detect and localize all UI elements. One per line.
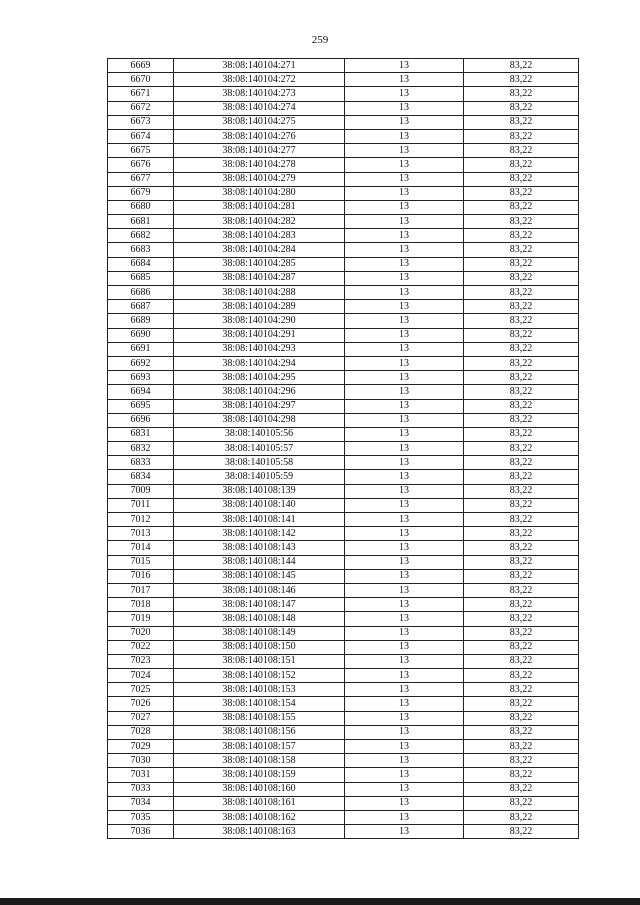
row-number-cell: 7016 <box>108 569 174 583</box>
table-row <box>108 300 579 314</box>
cadastral-number-cell: 38:08:140104:278 <box>174 158 345 172</box>
cadastral-number-cell: 38:08:140105:57 <box>174 442 345 456</box>
cadastral-number-cell: 38:08:140104:280 <box>174 186 345 200</box>
cadastral-number-cell: 38:08:140108:150 <box>174 640 345 654</box>
zone-code-cell: 13 <box>345 513 464 527</box>
area-value-cell: 83,22 <box>464 725 579 739</box>
row-number-cell: 6832 <box>108 442 174 456</box>
zone-code-cell: 13 <box>345 115 464 129</box>
table-row <box>108 215 579 229</box>
cadastral-number-cell: 38:08:140104:273 <box>174 87 345 101</box>
zone-code-cell: 13 <box>345 768 464 782</box>
zone-code-cell: 13 <box>345 782 464 796</box>
area-value-cell: 83,22 <box>464 754 579 768</box>
row-number-cell: 7017 <box>108 583 174 597</box>
table-row <box>108 541 579 555</box>
cadastral-number-cell: 38:08:140104:284 <box>174 243 345 257</box>
table-row <box>108 498 579 512</box>
zone-code-cell: 13 <box>345 158 464 172</box>
cadastral-number-cell: 38:08:140104:298 <box>174 413 345 427</box>
area-value-cell: 83,22 <box>464 768 579 782</box>
row-number-cell: 7020 <box>108 626 174 640</box>
zone-code-cell: 13 <box>345 257 464 271</box>
area-value-cell: 83,22 <box>464 513 579 527</box>
cadastral-number-cell: 38:08:140104:274 <box>174 101 345 115</box>
zone-code-cell: 13 <box>345 527 464 541</box>
row-number-cell: 7033 <box>108 782 174 796</box>
row-number-cell: 7023 <box>108 654 174 668</box>
cadastral-number-cell: 38:08:140108:151 <box>174 654 345 668</box>
row-number-cell: 6691 <box>108 342 174 356</box>
table-row <box>108 87 579 101</box>
cadastral-number-cell: 38:08:140104:275 <box>174 115 345 129</box>
row-number-cell: 7034 <box>108 796 174 810</box>
cadastral-number-cell: 38:08:140108:147 <box>174 598 345 612</box>
zone-code-cell: 13 <box>345 740 464 754</box>
zone-code-cell: 13 <box>345 87 464 101</box>
cadastral-number-cell: 38:08:140105:56 <box>174 427 345 441</box>
cadastral-number-cell: 38:08:140105:58 <box>174 456 345 470</box>
row-number-cell: 7024 <box>108 669 174 683</box>
area-value-cell: 83,22 <box>464 186 579 200</box>
cadastral-number-cell: 38:08:140104:297 <box>174 399 345 413</box>
area-value-cell: 83,22 <box>464 470 579 484</box>
area-value-cell: 83,22 <box>464 654 579 668</box>
table-row <box>108 257 579 271</box>
cadastral-number-cell: 38:08:140108:163 <box>174 825 345 839</box>
row-number-cell: 6676 <box>108 158 174 172</box>
cadastral-number-cell: 38:08:140104:282 <box>174 215 345 229</box>
cadastral-number-cell: 38:08:140104:277 <box>174 144 345 158</box>
zone-code-cell: 13 <box>345 626 464 640</box>
cadastral-number-cell: 38:08:140104:279 <box>174 172 345 186</box>
area-value-cell: 83,22 <box>464 115 579 129</box>
table-row <box>108 59 579 73</box>
zone-code-cell: 13 <box>345 101 464 115</box>
zone-code-cell: 13 <box>345 129 464 143</box>
table-row <box>108 115 579 129</box>
row-number-cell: 7022 <box>108 640 174 654</box>
table-row <box>108 754 579 768</box>
cadastral-number-cell: 38:08:140104:294 <box>174 356 345 370</box>
area-value-cell: 83,22 <box>464 158 579 172</box>
area-value-cell: 83,22 <box>464 669 579 683</box>
cadastral-number-cell: 38:08:140108:146 <box>174 583 345 597</box>
table-row <box>108 669 579 683</box>
row-number-cell: 7014 <box>108 541 174 555</box>
table-row <box>108 456 579 470</box>
table-row <box>108 654 579 668</box>
table-row <box>108 810 579 824</box>
area-value-cell: 83,22 <box>464 527 579 541</box>
table-row <box>108 612 579 626</box>
zone-code-cell: 13 <box>345 442 464 456</box>
table-row <box>108 711 579 725</box>
row-number-cell: 7026 <box>108 697 174 711</box>
table-body <box>108 59 579 839</box>
zone-code-cell: 13 <box>345 697 464 711</box>
zone-code-cell: 13 <box>345 456 464 470</box>
table-row <box>108 271 579 285</box>
cadastral-number-cell: 38:08:140108:161 <box>174 796 345 810</box>
table-row <box>108 399 579 413</box>
cadastral-number-cell: 38:08:140108:141 <box>174 513 345 527</box>
cadastral-number-cell: 38:08:140108:156 <box>174 725 345 739</box>
zone-code-cell: 13 <box>345 583 464 597</box>
cadastral-number-cell: 38:08:140108:159 <box>174 768 345 782</box>
table-row <box>108 342 579 356</box>
table-row <box>108 725 579 739</box>
area-value-cell: 83,22 <box>464 711 579 725</box>
area-value-cell: 83,22 <box>464 215 579 229</box>
table-row <box>108 513 579 527</box>
cadastral-number-cell: 38:08:140104:291 <box>174 328 345 342</box>
area-value-cell: 83,22 <box>464 555 579 569</box>
cadastral-number-cell: 38:08:140104:271 <box>174 59 345 73</box>
row-number-cell: 6682 <box>108 229 174 243</box>
row-number-cell: 6834 <box>108 470 174 484</box>
cadastral-number-cell: 38:08:140104:293 <box>174 342 345 356</box>
row-number-cell: 6831 <box>108 427 174 441</box>
area-value-cell: 83,22 <box>464 342 579 356</box>
zone-code-cell: 13 <box>345 73 464 87</box>
zone-code-cell: 13 <box>345 356 464 370</box>
cadastral-number-cell: 38:08:140104:288 <box>174 286 345 300</box>
zone-code-cell: 13 <box>345 654 464 668</box>
area-value-cell: 83,22 <box>464 129 579 143</box>
zone-code-cell: 13 <box>345 711 464 725</box>
table-row <box>108 640 579 654</box>
area-value-cell: 83,22 <box>464 371 579 385</box>
zone-code-cell: 13 <box>345 200 464 214</box>
cadastral-number-cell: 38:08:140108:145 <box>174 569 345 583</box>
zone-code-cell: 13 <box>345 825 464 839</box>
zone-code-cell: 13 <box>345 484 464 498</box>
zone-code-cell: 13 <box>345 498 464 512</box>
row-number-cell: 6672 <box>108 101 174 115</box>
zone-code-cell: 13 <box>345 427 464 441</box>
cadastral-number-cell: 38:08:140108:143 <box>174 541 345 555</box>
zone-code-cell: 13 <box>345 669 464 683</box>
area-value-cell: 83,22 <box>464 413 579 427</box>
table-row <box>108 172 579 186</box>
cadastral-number-cell: 38:08:140104:290 <box>174 314 345 328</box>
row-number-cell: 6675 <box>108 144 174 158</box>
area-value-cell: 83,22 <box>464 286 579 300</box>
area-value-cell: 83,22 <box>464 229 579 243</box>
cadastral-number-cell: 38:08:140105:59 <box>174 470 345 484</box>
area-value-cell: 83,22 <box>464 314 579 328</box>
row-number-cell: 7018 <box>108 598 174 612</box>
area-value-cell: 83,22 <box>464 300 579 314</box>
cadastral-number-cell: 38:08:140108:142 <box>174 527 345 541</box>
row-number-cell: 7031 <box>108 768 174 782</box>
table-row <box>108 683 579 697</box>
area-value-cell: 83,22 <box>464 385 579 399</box>
row-number-cell: 6673 <box>108 115 174 129</box>
row-number-cell: 7009 <box>108 484 174 498</box>
cadastral-number-cell: 38:08:140104:287 <box>174 271 345 285</box>
zone-code-cell: 13 <box>345 796 464 810</box>
page-number: 259 <box>311 34 329 46</box>
area-value-cell: 83,22 <box>464 683 579 697</box>
row-number-cell: 6687 <box>108 300 174 314</box>
table-row <box>108 598 579 612</box>
table-row <box>108 442 579 456</box>
cadastral-number-cell: 38:08:140108:153 <box>174 683 345 697</box>
row-number-cell: 6692 <box>108 356 174 370</box>
area-value-cell: 83,22 <box>464 697 579 711</box>
row-number-cell: 6674 <box>108 129 174 143</box>
area-value-cell: 83,22 <box>464 172 579 186</box>
zone-code-cell: 13 <box>345 612 464 626</box>
table-row <box>108 484 579 498</box>
area-value-cell: 83,22 <box>464 626 579 640</box>
zone-code-cell: 13 <box>345 300 464 314</box>
row-number-cell: 6679 <box>108 186 174 200</box>
table-row <box>108 186 579 200</box>
row-number-cell: 6671 <box>108 87 174 101</box>
zone-code-cell: 13 <box>345 754 464 768</box>
area-value-cell: 83,22 <box>464 796 579 810</box>
row-number-cell: 6686 <box>108 286 174 300</box>
zone-code-cell: 13 <box>345 555 464 569</box>
area-value-cell: 83,22 <box>464 740 579 754</box>
table-row <box>108 328 579 342</box>
row-number-cell: 7025 <box>108 683 174 697</box>
zone-code-cell: 13 <box>345 413 464 427</box>
row-number-cell: 6683 <box>108 243 174 257</box>
table-row <box>108 782 579 796</box>
row-number-cell: 7027 <box>108 711 174 725</box>
cadastral-number-cell: 38:08:140108:140 <box>174 498 345 512</box>
table-row <box>108 286 579 300</box>
row-number-cell: 7030 <box>108 754 174 768</box>
row-number-cell: 6690 <box>108 328 174 342</box>
cadastral-number-cell: 38:08:140108:149 <box>174 626 345 640</box>
table-row <box>108 129 579 143</box>
area-value-cell: 83,22 <box>464 399 579 413</box>
row-number-cell: 6681 <box>108 215 174 229</box>
table-row <box>108 200 579 214</box>
cadastral-number-cell: 38:08:140108:155 <box>174 711 345 725</box>
row-number-cell: 7012 <box>108 513 174 527</box>
zone-code-cell: 13 <box>345 229 464 243</box>
area-value-cell: 83,22 <box>464 498 579 512</box>
cadastral-number-cell: 38:08:140108:139 <box>174 484 345 498</box>
table-row <box>108 144 579 158</box>
zone-code-cell: 13 <box>345 640 464 654</box>
area-value-cell: 83,22 <box>464 200 579 214</box>
area-value-cell: 83,22 <box>464 583 579 597</box>
zone-code-cell: 13 <box>345 186 464 200</box>
row-number-cell: 7036 <box>108 825 174 839</box>
row-number-cell: 6695 <box>108 399 174 413</box>
row-number-cell: 6693 <box>108 371 174 385</box>
table-row <box>108 73 579 87</box>
area-value-cell: 83,22 <box>464 328 579 342</box>
area-value-cell: 83,22 <box>464 640 579 654</box>
area-value-cell: 83,22 <box>464 442 579 456</box>
zone-code-cell: 13 <box>345 144 464 158</box>
cadastral-number-cell: 38:08:140108:157 <box>174 740 345 754</box>
cadastral-number-cell: 38:08:140108:148 <box>174 612 345 626</box>
table-row <box>108 697 579 711</box>
zone-code-cell: 13 <box>345 569 464 583</box>
table-row <box>108 371 579 385</box>
area-value-cell: 83,22 <box>464 484 579 498</box>
area-value-cell: 83,22 <box>464 427 579 441</box>
table-row <box>108 243 579 257</box>
cadastral-number-cell: 38:08:140104:289 <box>174 300 345 314</box>
cadastral-number-cell: 38:08:140104:283 <box>174 229 345 243</box>
row-number-cell: 6677 <box>108 172 174 186</box>
row-number-cell: 6833 <box>108 456 174 470</box>
area-value-cell: 83,22 <box>464 810 579 824</box>
scan-edge-band <box>0 898 640 905</box>
cadastral-number-cell: 38:08:140108:158 <box>174 754 345 768</box>
cadastral-number-cell: 38:08:140104:281 <box>174 200 345 214</box>
area-value-cell: 83,22 <box>464 825 579 839</box>
area-value-cell: 83,22 <box>464 271 579 285</box>
area-value-cell: 83,22 <box>464 257 579 271</box>
table-row <box>108 740 579 754</box>
area-value-cell: 83,22 <box>464 87 579 101</box>
row-number-cell: 6694 <box>108 385 174 399</box>
table-row <box>108 626 579 640</box>
zone-code-cell: 13 <box>345 342 464 356</box>
row-number-cell: 6689 <box>108 314 174 328</box>
row-number-cell: 6669 <box>108 59 174 73</box>
table-row <box>108 569 579 583</box>
table-row <box>108 101 579 115</box>
zone-code-cell: 13 <box>345 470 464 484</box>
area-value-cell: 83,22 <box>464 59 579 73</box>
area-value-cell: 83,22 <box>464 598 579 612</box>
cadastral-number-cell: 38:08:140108:154 <box>174 697 345 711</box>
zone-code-cell: 13 <box>345 683 464 697</box>
table-row <box>108 825 579 839</box>
row-number-cell: 7015 <box>108 555 174 569</box>
area-value-cell: 83,22 <box>464 612 579 626</box>
cadastral-number-cell: 38:08:140104:285 <box>174 257 345 271</box>
cadastral-number-cell: 38:08:140108:152 <box>174 669 345 683</box>
area-value-cell: 83,22 <box>464 356 579 370</box>
table-row <box>108 555 579 569</box>
cadastral-number-cell: 38:08:140108:160 <box>174 782 345 796</box>
zone-code-cell: 13 <box>345 328 464 342</box>
row-number-cell: 6680 <box>108 200 174 214</box>
zone-code-cell: 13 <box>345 385 464 399</box>
cadastral-number-cell: 38:08:140104:276 <box>174 129 345 143</box>
area-value-cell: 83,22 <box>464 144 579 158</box>
area-value-cell: 83,22 <box>464 541 579 555</box>
row-number-cell: 7011 <box>108 498 174 512</box>
table-row <box>108 314 579 328</box>
table-row <box>108 583 579 597</box>
area-value-cell: 83,22 <box>464 569 579 583</box>
row-number-cell: 6670 <box>108 73 174 87</box>
zone-code-cell: 13 <box>345 314 464 328</box>
zone-code-cell: 13 <box>345 172 464 186</box>
table-row <box>108 229 579 243</box>
zone-code-cell: 13 <box>345 810 464 824</box>
table-row <box>108 527 579 541</box>
row-number-cell: 7013 <box>108 527 174 541</box>
cadastral-number-cell: 38:08:140104:296 <box>174 385 345 399</box>
zone-code-cell: 13 <box>345 725 464 739</box>
cadastral-table <box>107 58 579 839</box>
table-row <box>108 796 579 810</box>
cadastral-number-cell: 38:08:140108:144 <box>174 555 345 569</box>
row-number-cell: 6684 <box>108 257 174 271</box>
row-number-cell: 6696 <box>108 413 174 427</box>
zone-code-cell: 13 <box>345 59 464 73</box>
table-row <box>108 427 579 441</box>
row-number-cell: 6685 <box>108 271 174 285</box>
area-value-cell: 83,22 <box>464 782 579 796</box>
zone-code-cell: 13 <box>345 243 464 257</box>
table-row <box>108 470 579 484</box>
cadastral-number-cell: 38:08:140104:295 <box>174 371 345 385</box>
row-number-cell: 7019 <box>108 612 174 626</box>
zone-code-cell: 13 <box>345 598 464 612</box>
cadastral-number-cell: 38:08:140104:272 <box>174 73 345 87</box>
area-value-cell: 83,22 <box>464 243 579 257</box>
table-row <box>108 356 579 370</box>
row-number-cell: 7029 <box>108 740 174 754</box>
zone-code-cell: 13 <box>345 215 464 229</box>
zone-code-cell: 13 <box>345 541 464 555</box>
table-row <box>108 158 579 172</box>
area-value-cell: 83,22 <box>464 101 579 115</box>
cadastral-number-cell: 38:08:140108:162 <box>174 810 345 824</box>
area-value-cell: 83,22 <box>464 73 579 87</box>
table-row <box>108 413 579 427</box>
row-number-cell: 7035 <box>108 810 174 824</box>
table-row <box>108 768 579 782</box>
zone-code-cell: 13 <box>345 271 464 285</box>
area-value-cell: 83,22 <box>464 456 579 470</box>
table-row <box>108 385 579 399</box>
zone-code-cell: 13 <box>345 371 464 385</box>
zone-code-cell: 13 <box>345 286 464 300</box>
zone-code-cell: 13 <box>345 399 464 413</box>
row-number-cell: 7028 <box>108 725 174 739</box>
